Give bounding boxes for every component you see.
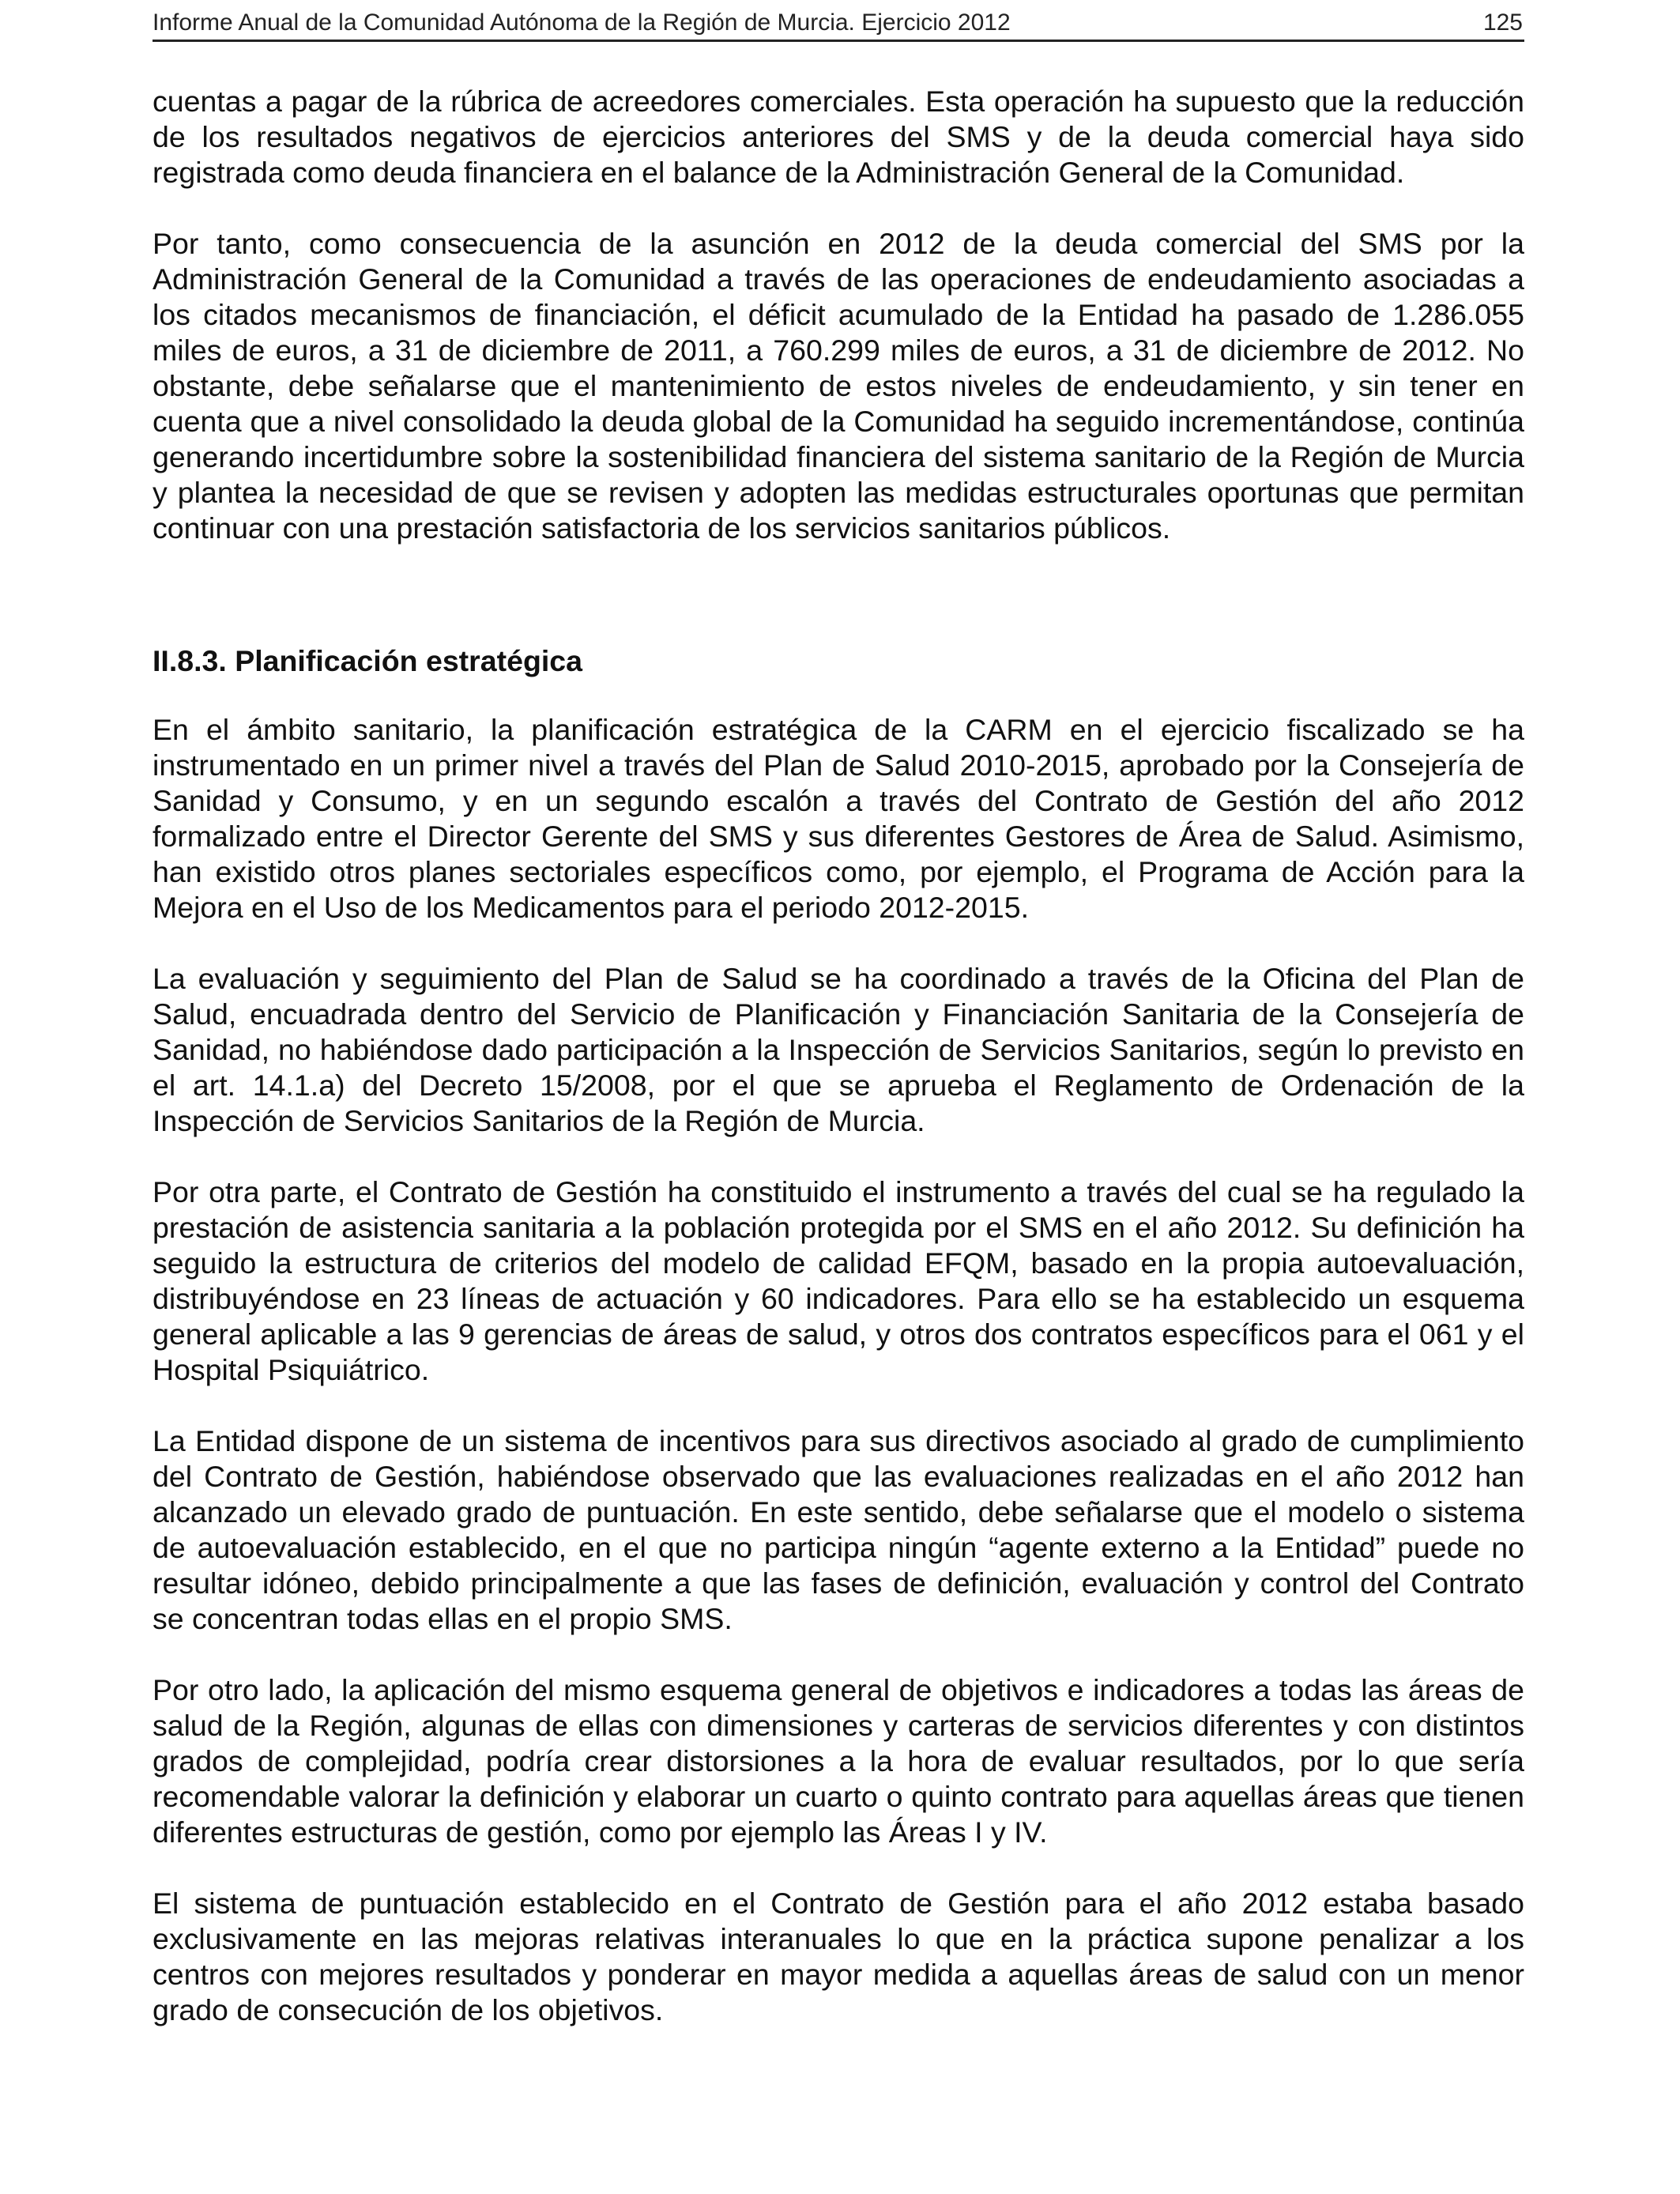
section-heading: II.8.3. Planificación estratégica [153,644,582,677]
paragraph-contrato-gestion: Por otra parte, el Contrato de Gestión ha constituido el instrumento a través del cual se ha regulado la prestación de asistencia sanitaria a la población protegida por el SMS en el año 2012. Su definición ha seguido la estructura de criterios del modelo de calidad EFQM, basado en la propia autoevaluación, distribuyéndose en 23 líneas de actuación y 60 indicadores. Para ello se ha establecido un esquema general aplicable a las 9 gerencias de áreas de salud, y otros dos contratos específicos para el 061 y el Hospital Psiquiátrico. [153,1175,1524,1386]
paragraph-deficit: Por tanto, como consecuencia de la asunción en 2012 de la deuda comercial del SMS por la Administración General de la Comunidad a través de las operaciones de endeudamiento asociadas a los citados mecanismos de financiación, el déficit acumulado de la Entidad ha pasado de 1.286.055 miles de euros, a 31 de diciembre de 2011, a 760.299 miles de euros, a 31 de diciembre de 2012. No obstante, debe señalarse que el mantenimiento de estos niveles de endeudamiento, y sin tener en cuenta que a nivel consolidado la deuda global de la Comunidad ha seguido incrementándose, continúa generando incertidumbre sobre la sostenibilidad financiera del sistema sanitario de la Región de Murcia y plantea la necesidad de que se revisen y adopten las medidas estructurales oportunas que permitan continuar con una prestación satisfactoria de los servicios sanitarios públicos. [153,227,1524,545]
paragraph-planificacion: En el ámbito sanitario, la planificación estratégica de la CARM en el ejercicio fiscalizado se ha instrumentado en un primer nivel a través del Plan de Salud 2010-2015, aprobado por la Consejería de Sanidad y Consumo, y en un segundo escalón a través del Contrato de Gestión del año 2012 formalizado entre el Director Gerente del SMS y sus diferentes Gestores de Área de Salud. Asimismo, han existido otros planes sectoriales específicos como, por ejemplo, el Programa de Acción para la Mejora en el Uso de los Medicamentos para el periodo 2012-2015. [153,713,1524,924]
document-body [153,84,1524,2064]
page-number: 125 [1482,9,1523,36]
page-header [153,6,1524,42]
paragraph-incentivos: La Entidad dispone de un sistema de incentivos para sus directivos asociado al grado de cumplimiento del Contrato de Gestión, habiéndose observado que las evaluaciones realizadas en el año 2012 han alcanzado un elevado grado de puntuación. En este sentido, debe señalarse que el modelo o sistema de autoevaluación establecido, en el que no participa ningún “agente externo a la Entidad” puede no resultar idóneo, debido principalmente a que las fases de definición, evaluación y control del Contrato se concentran todas ellas en el propio SMS. [153,1424,1524,1635]
paragraph-evaluacion: La evaluación y seguimiento del Plan de Salud se ha coordinado a través de la Oficina del Plan de Salud, encuadrada dentro del Servicio de Planificación y Financiación Sanitaria de la Consejería de Sanidad, no habiéndose dado participación a la Inspección de Servicios Sanitarios, según lo previsto en el art. 14.1.a) del Decreto 15/2008, por el que se aprueba el Reglamento de Ordenación de la Inspección de Servicios Sanitarios de la Región de Murcia. [153,962,1524,1137]
paragraph-acreedores: cuentas a pagar de la rúbrica de acreedores comerciales. Esta operación ha supuesto que la reducción de los resultados negativos de ejercicios anteriores del SMS y de la deuda comercial haya sido registrada como deuda financiera en el balance de la Administración General de la Comunidad. [153,85,1524,189]
report-title: Informe Anual de la Comunidad Autónoma de la Región de Murcia. Ejercicio 2012 [153,9,1011,36]
paragraph-esquema-general: Por otro lado, la aplicación del mismo esquema general de objetivos e indicadores a todas las áreas de salud de la Región, algunas de ellas con dimensiones y carteras de servicios diferentes y con distintos grados de complejidad, podría crear distorsiones a la hora de evaluar resultados, por lo que sería recomendable valorar la definición y elaborar un cuarto o quinto contrato para aquellas áreas que tienen diferentes estructuras de gestión, como por ejemplo las Áreas I y IV. [153,1673,1524,1849]
paragraph-puntuacion: El sistema de puntuación establecido en el Contrato de Gestión para el año 2012 estaba basado exclusivamente en las mejoras relativas interanuales lo que en la práctica supone penalizar a los centros con mejores resultados y ponderar en mayor medida a aquellas áreas de salud con un menor grado de consecución de los objetivos. [153,1887,1524,2026]
